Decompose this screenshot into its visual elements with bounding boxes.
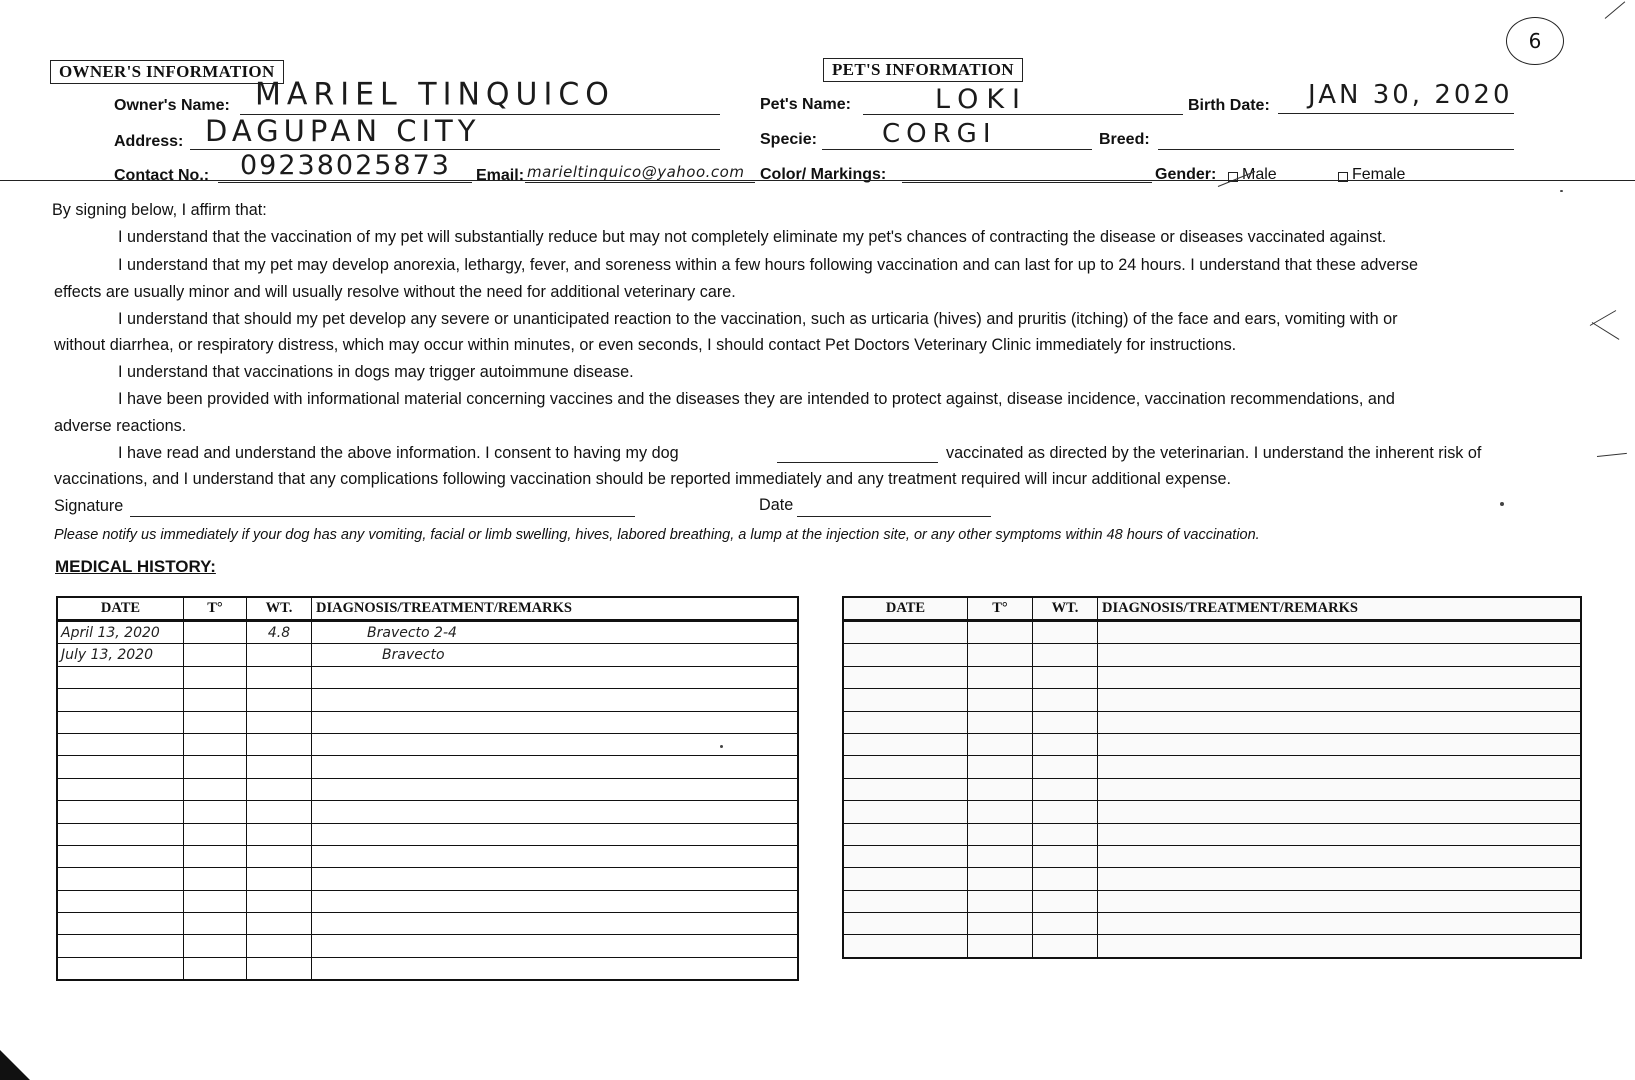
table-row <box>57 666 798 688</box>
cell-weight[interactable] <box>247 778 312 800</box>
email-value[interactable]: marieltinquico@yahoo.com <box>527 163 745 181</box>
cell-date[interactable] <box>843 733 968 755</box>
cell-weight[interactable] <box>247 823 312 845</box>
medical-history-table-right <box>842 596 1582 959</box>
column-header-temp: T° <box>968 597 1033 621</box>
owner-info-heading: OWNER'S INFORMATION <box>50 60 284 84</box>
column-header-date: DATE <box>843 597 968 621</box>
cell-remarks[interactable] <box>1098 845 1582 867</box>
date-line[interactable] <box>797 516 991 517</box>
table-row <box>57 621 798 644</box>
table-row <box>57 756 798 778</box>
cell-date[interactable] <box>843 778 968 800</box>
cell-date[interactable] <box>57 935 184 957</box>
cell-date[interactable]: April 13, 2020 <box>57 621 184 644</box>
table-row <box>57 935 798 957</box>
address-value[interactable]: DAGUPAN CITY <box>205 114 481 148</box>
column-header-temp: T° <box>184 597 247 621</box>
cell-temp[interactable] <box>184 823 247 845</box>
cell-remarks[interactable] <box>312 689 799 711</box>
cell-weight[interactable] <box>247 666 312 688</box>
column-header-weight: WT. <box>1033 597 1098 621</box>
table-row <box>843 711 1581 733</box>
table-row <box>57 644 798 666</box>
table-row <box>57 778 798 800</box>
cell-date[interactable] <box>57 778 184 800</box>
table-row <box>57 689 798 711</box>
cell-weight[interactable] <box>247 890 312 912</box>
cell-temp[interactable] <box>184 666 247 688</box>
cell-remarks[interactable] <box>312 801 799 823</box>
consent-item-5: I have been provided with informational material concerning vaccines and the diseases they are intended to protect against, disease incidence, vaccination recommendations, and <box>118 390 1395 408</box>
cell-weight[interactable] <box>1033 935 1098 958</box>
cell-temp[interactable] <box>184 935 247 957</box>
consent-intro: By signing below, I affirm that: <box>52 201 267 219</box>
consent-item-1: I understand that the vaccination of my pet will substantially reduce but may not completely eliminate my pet's chances of contracting the disease or diseases vaccinated against. <box>118 228 1387 246</box>
cell-date[interactable] <box>843 913 968 935</box>
cell-date[interactable] <box>57 733 184 755</box>
cell-date[interactable] <box>57 868 184 890</box>
cell-temp[interactable] <box>968 823 1033 845</box>
dog-name-blank[interactable] <box>777 462 938 463</box>
cell-remarks[interactable]: Bravecto <box>312 644 799 666</box>
cell-weight[interactable] <box>247 711 312 733</box>
cell-weight[interactable] <box>247 868 312 890</box>
consent-item-2-cont: effects are usually minor and will usually resolve without the need for additional veterinary care. <box>54 283 736 301</box>
margin-pen-mark <box>1597 453 1627 457</box>
table-header-row <box>843 597 1581 621</box>
table-row <box>843 913 1581 935</box>
specie-line <box>822 149 1092 150</box>
consent-item-6-pre: I have read and understand the above information. I consent to having my dog <box>118 444 679 462</box>
cell-date[interactable] <box>843 823 968 845</box>
address-label: Address: <box>114 133 184 150</box>
cell-date[interactable] <box>57 845 184 867</box>
pet-info-heading: PET'S INFORMATION <box>823 58 1023 82</box>
cell-remarks[interactable] <box>1098 733 1582 755</box>
cell-remarks[interactable] <box>1098 890 1582 912</box>
scan-speck <box>1500 502 1504 506</box>
cell-weight[interactable] <box>1033 621 1098 644</box>
cell-remarks[interactable] <box>1098 689 1582 711</box>
date-label: Date <box>759 496 794 514</box>
cell-date[interactable] <box>843 756 968 778</box>
specie-value[interactable]: CORGI <box>882 119 997 149</box>
cell-remarks[interactable] <box>1098 868 1582 890</box>
table-row <box>57 733 798 755</box>
table-row <box>57 890 798 912</box>
cell-remarks[interactable] <box>312 957 799 980</box>
breed-line <box>1158 149 1514 150</box>
contact-value[interactable]: 09238025873 <box>240 150 451 181</box>
table-row <box>843 823 1581 845</box>
birth-date-line <box>1278 113 1514 114</box>
cell-weight[interactable] <box>247 801 312 823</box>
cell-temp[interactable] <box>184 733 247 755</box>
cell-remarks[interactable] <box>312 913 799 935</box>
pet-name-label: Pet's Name: <box>760 96 851 113</box>
table-row <box>843 666 1581 688</box>
notice-text: Please notify us immediately if your dog has any vomiting, facial or limb swelling, hives, labored breathing, a lump at the injection site, or any other symptoms within 48 hours of vaccination. <box>54 527 1260 543</box>
cell-weight[interactable] <box>247 935 312 957</box>
column-header-weight: WT. <box>247 597 312 621</box>
cell-temp[interactable] <box>968 913 1033 935</box>
cell-temp[interactable] <box>968 666 1033 688</box>
cell-temp[interactable] <box>184 644 247 666</box>
email-line <box>525 182 755 183</box>
cell-temp[interactable] <box>184 711 247 733</box>
consent-item-4: I understand that vaccinations in dogs may trigger autoimmune disease. <box>118 363 634 381</box>
cell-date[interactable] <box>843 935 968 958</box>
table-header-row <box>57 597 798 621</box>
cell-temp[interactable] <box>184 801 247 823</box>
specie-label: Specie: <box>760 131 817 148</box>
cell-weight[interactable] <box>247 756 312 778</box>
cell-remarks[interactable] <box>312 890 799 912</box>
cell-remarks[interactable] <box>1098 935 1582 958</box>
cell-date[interactable] <box>57 913 184 935</box>
cell-weight[interactable] <box>1033 689 1098 711</box>
cell-temp[interactable] <box>184 778 247 800</box>
cell-remarks[interactable] <box>1098 756 1582 778</box>
cell-date[interactable] <box>843 890 968 912</box>
cell-temp[interactable] <box>184 957 247 980</box>
signature-line[interactable] <box>130 516 635 517</box>
cell-date[interactable] <box>57 711 184 733</box>
cell-date[interactable] <box>843 868 968 890</box>
cell-weight[interactable] <box>1033 756 1098 778</box>
table-row <box>843 756 1581 778</box>
cell-remarks[interactable] <box>312 733 799 755</box>
table-row <box>57 711 798 733</box>
cell-temp[interactable] <box>968 621 1033 644</box>
cell-date[interactable] <box>57 823 184 845</box>
pet-name-value[interactable]: LOKI <box>935 84 1029 115</box>
consent-item-3: I understand that should my pet develop any severe or unanticipated reaction to the vaccination, such as urticaria (hives) and pruritis (itching) of the face and ears, vomiting with or <box>118 310 1398 328</box>
cell-temp[interactable] <box>184 890 247 912</box>
cell-temp[interactable] <box>184 845 247 867</box>
cell-weight[interactable] <box>1033 711 1098 733</box>
table-row <box>843 644 1581 666</box>
cell-remarks[interactable] <box>1098 644 1582 666</box>
cell-weight[interactable] <box>247 957 312 980</box>
page-number-mark: 6 <box>1528 29 1542 53</box>
owner-name-label: Owner's Name: <box>114 97 230 114</box>
margin-pen-mark <box>1592 322 1620 340</box>
corner-pen-mark <box>1605 1 1626 18</box>
cell-weight[interactable] <box>247 689 312 711</box>
cell-weight[interactable] <box>247 913 312 935</box>
cell-weight[interactable] <box>1033 733 1098 755</box>
cell-remarks[interactable] <box>1098 666 1582 688</box>
cell-date[interactable] <box>57 890 184 912</box>
column-header-date: DATE <box>57 597 184 621</box>
column-header-diagnosis: DIAGNOSIS/TREATMENT/REMARKS <box>1098 597 1582 621</box>
cell-temp[interactable] <box>968 689 1033 711</box>
cell-weight[interactable] <box>247 845 312 867</box>
cell-temp[interactable] <box>968 756 1033 778</box>
medical-history-title: MEDICAL HISTORY: <box>55 557 216 576</box>
table-row <box>843 778 1581 800</box>
cell-date[interactable] <box>57 957 184 980</box>
cell-remarks[interactable] <box>1098 778 1582 800</box>
cell-date[interactable] <box>843 621 968 644</box>
table-row <box>843 621 1581 644</box>
consent-item-5-cont: adverse reactions. <box>54 417 187 435</box>
cell-remarks[interactable] <box>1098 913 1582 935</box>
table-row <box>57 845 798 867</box>
cell-weight[interactable] <box>247 733 312 755</box>
cell-remarks[interactable] <box>312 711 799 733</box>
cell-temp[interactable] <box>968 801 1033 823</box>
table-row <box>843 845 1581 867</box>
breed-label: Breed: <box>1099 131 1150 148</box>
cell-temp[interactable] <box>184 756 247 778</box>
cell-weight[interactable] <box>1033 845 1098 867</box>
table-row <box>843 935 1581 958</box>
table-row <box>57 913 798 935</box>
cell-date[interactable] <box>57 689 184 711</box>
cell-date[interactable] <box>843 689 968 711</box>
cell-remarks[interactable] <box>312 823 799 845</box>
cell-weight[interactable] <box>1033 823 1098 845</box>
signature-label: Signature <box>54 497 124 515</box>
cell-weight[interactable] <box>1033 913 1098 935</box>
column-header-diagnosis: DIAGNOSIS/TREATMENT/REMARKS <box>312 597 799 621</box>
section-divider <box>0 180 1635 181</box>
cell-remarks[interactable] <box>312 666 799 688</box>
cell-temp[interactable] <box>968 890 1033 912</box>
cell-weight[interactable]: 4.8 <box>247 621 312 644</box>
table-row <box>843 801 1581 823</box>
cell-date[interactable] <box>843 845 968 867</box>
table-row <box>57 801 798 823</box>
table-row <box>843 733 1581 755</box>
cell-remarks[interactable] <box>312 868 799 890</box>
cell-remarks[interactable] <box>312 935 799 957</box>
cell-weight[interactable] <box>1033 868 1098 890</box>
cell-date[interactable] <box>843 644 968 666</box>
female-label: Female <box>1352 166 1406 183</box>
cell-remarks[interactable]: Bravecto 2-4 <box>312 621 799 644</box>
contact-line <box>218 182 472 183</box>
cell-remarks[interactable] <box>1098 801 1582 823</box>
cell-date[interactable] <box>843 666 968 688</box>
cell-temp[interactable] <box>968 733 1033 755</box>
cell-temp[interactable] <box>184 913 247 935</box>
cell-temp[interactable] <box>968 845 1033 867</box>
owner-name-value[interactable]: MARIEL TINQUICO <box>255 76 615 113</box>
cell-remarks[interactable] <box>312 778 799 800</box>
medical-history-table-left <box>56 596 799 981</box>
cell-temp[interactable] <box>184 621 247 644</box>
cell-date[interactable]: July 13, 2020 <box>57 644 184 666</box>
cell-temp[interactable] <box>968 868 1033 890</box>
male-label: Male <box>1242 166 1277 183</box>
table-row <box>843 689 1581 711</box>
cell-temp[interactable] <box>968 935 1033 958</box>
table-row <box>843 890 1581 912</box>
margin-pen-mark <box>1590 310 1616 326</box>
cell-weight[interactable] <box>1033 644 1098 666</box>
page-number-circle <box>1506 17 1564 65</box>
cell-date[interactable] <box>57 801 184 823</box>
cell-weight[interactable] <box>1033 778 1098 800</box>
cell-weight[interactable] <box>1033 666 1098 688</box>
consent-item-2: I understand that my pet may develop anorexia, lethargy, fever, and soreness within a few hours following vaccination and can last for up to 24 hours. I understand that these adverse <box>118 256 1418 274</box>
contact-label: Contact No.: <box>114 167 210 184</box>
cell-remarks[interactable] <box>1098 711 1582 733</box>
cell-date[interactable] <box>843 801 968 823</box>
cell-temp[interactable] <box>968 778 1033 800</box>
cell-remarks[interactable] <box>1098 823 1582 845</box>
cell-weight[interactable] <box>247 644 312 666</box>
cell-date[interactable] <box>57 666 184 688</box>
scan-speck <box>1560 190 1563 192</box>
scan-corner-artifact <box>0 1050 30 1080</box>
cell-temp[interactable] <box>968 644 1033 666</box>
cell-temp[interactable] <box>184 868 247 890</box>
color-markings-label: Color/ Markings: <box>760 166 887 183</box>
cell-remarks[interactable] <box>312 845 799 867</box>
consent-item-6-post: vaccinated as directed by the veterinarian. I understand the inherent risk of <box>946 444 1482 462</box>
cell-date[interactable] <box>57 756 184 778</box>
consent-item-6-cont: vaccinations, and I understand that any complications following vaccination should be reported immediately and any treatment required will incur additional expense. <box>54 470 1231 488</box>
birth-date-label: Birth Date: <box>1188 97 1270 114</box>
email-label: Email: <box>476 167 525 184</box>
birth-date-value[interactable]: JAN 30, 2020 <box>1308 80 1513 110</box>
table-row <box>57 823 798 845</box>
cell-remarks[interactable] <box>312 756 799 778</box>
cell-temp[interactable] <box>968 711 1033 733</box>
consent-item-3-cont: without diarrhea, or respiratory distress, which may occur within minutes, or even seconds, I should contact Pet Doctors Veterinary Clinic immediately for instructions. <box>54 336 1237 354</box>
table-row <box>843 868 1581 890</box>
cell-weight[interactable] <box>1033 801 1098 823</box>
table-row <box>57 868 798 890</box>
scan-speck <box>720 745 723 748</box>
cell-temp[interactable] <box>184 689 247 711</box>
gender-label: Gender: <box>1155 166 1217 183</box>
color-markings-line <box>902 182 1152 183</box>
cell-date[interactable] <box>843 711 968 733</box>
cell-remarks[interactable] <box>1098 621 1582 644</box>
cell-weight[interactable] <box>1033 890 1098 912</box>
table-row <box>57 957 798 980</box>
